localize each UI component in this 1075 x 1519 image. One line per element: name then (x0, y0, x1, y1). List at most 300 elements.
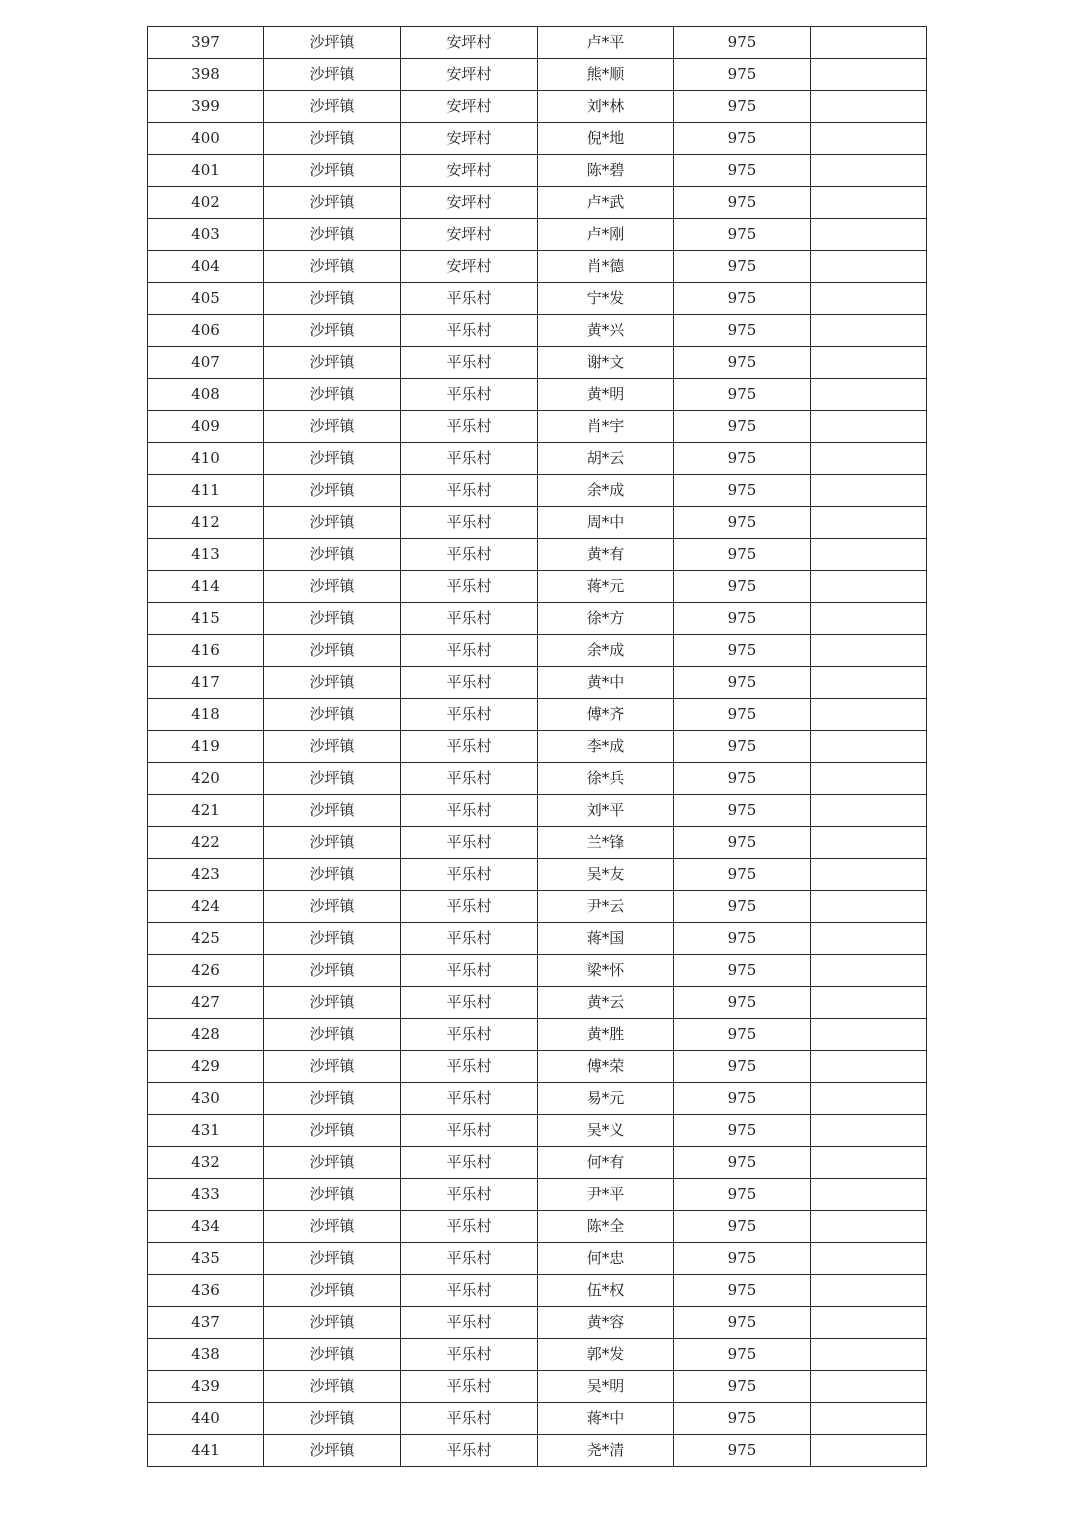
village-cell: 平乐村 (401, 987, 538, 1019)
amount-cell: 975 (674, 187, 811, 219)
village-cell: 平乐村 (401, 1243, 538, 1275)
table-row (148, 699, 927, 731)
name-cell: 兰*锋 (538, 827, 674, 859)
serial-number-cell: 425 (148, 923, 264, 955)
name-cell: 刘*平 (538, 795, 674, 827)
serial-number-cell: 441 (148, 1435, 264, 1467)
serial-number-cell: 428 (148, 1019, 264, 1051)
amount-cell: 975 (674, 987, 811, 1019)
village-cell: 平乐村 (401, 1019, 538, 1051)
village-cell: 安坪村 (401, 59, 538, 91)
table-row (148, 571, 927, 603)
amount-cell: 975 (674, 475, 811, 507)
serial-number-cell: 431 (148, 1115, 264, 1147)
serial-number-cell: 408 (148, 379, 264, 411)
town-cell: 沙坪镇 (264, 731, 401, 763)
town-cell: 沙坪镇 (264, 859, 401, 891)
name-cell: 熊*顺 (538, 59, 674, 91)
town-cell: 沙坪镇 (264, 667, 401, 699)
village-cell: 平乐村 (401, 1403, 538, 1435)
remark-cell (811, 795, 927, 827)
amount-cell: 975 (674, 91, 811, 123)
name-cell: 蒋*中 (538, 1403, 674, 1435)
village-cell: 平乐村 (401, 699, 538, 731)
name-cell: 黄*兴 (538, 315, 674, 347)
amount-cell: 975 (674, 1211, 811, 1243)
town-cell: 沙坪镇 (264, 635, 401, 667)
serial-number-cell: 423 (148, 859, 264, 891)
serial-number-cell: 419 (148, 731, 264, 763)
table-row (148, 1435, 927, 1467)
village-cell: 平乐村 (401, 827, 538, 859)
town-cell: 沙坪镇 (264, 219, 401, 251)
village-cell: 平乐村 (401, 507, 538, 539)
serial-number-cell: 415 (148, 603, 264, 635)
name-cell: 黄*云 (538, 987, 674, 1019)
village-cell: 平乐村 (401, 1051, 538, 1083)
name-cell: 倪*地 (538, 123, 674, 155)
name-cell: 吴*友 (538, 859, 674, 891)
name-cell: 余*成 (538, 635, 674, 667)
amount-cell: 975 (674, 699, 811, 731)
amount-cell: 975 (674, 795, 811, 827)
village-cell: 平乐村 (401, 1147, 538, 1179)
table-row (148, 635, 927, 667)
serial-number-cell: 432 (148, 1147, 264, 1179)
table-row (148, 379, 927, 411)
village-cell: 安坪村 (401, 123, 538, 155)
village-cell: 平乐村 (401, 1307, 538, 1339)
table-row (148, 315, 927, 347)
table-row (148, 539, 927, 571)
amount-cell: 975 (674, 27, 811, 59)
table-row (148, 475, 927, 507)
name-cell: 尹*云 (538, 891, 674, 923)
table-row (148, 1083, 927, 1115)
village-cell: 平乐村 (401, 667, 538, 699)
serial-number-cell: 398 (148, 59, 264, 91)
town-cell: 沙坪镇 (264, 891, 401, 923)
amount-cell: 975 (674, 411, 811, 443)
amount-cell: 975 (674, 827, 811, 859)
village-cell: 平乐村 (401, 763, 538, 795)
name-cell: 伍*权 (538, 1275, 674, 1307)
name-cell: 易*元 (538, 1083, 674, 1115)
serial-number-cell: 403 (148, 219, 264, 251)
name-cell: 卢*武 (538, 187, 674, 219)
remark-cell (811, 219, 927, 251)
amount-cell: 975 (674, 603, 811, 635)
serial-number-cell: 407 (148, 347, 264, 379)
village-cell: 平乐村 (401, 571, 538, 603)
village-cell: 安坪村 (401, 219, 538, 251)
town-cell: 沙坪镇 (264, 475, 401, 507)
roster-table (147, 26, 927, 1467)
town-cell: 沙坪镇 (264, 987, 401, 1019)
village-cell: 平乐村 (401, 1339, 538, 1371)
table-row (148, 1403, 927, 1435)
town-cell: 沙坪镇 (264, 1339, 401, 1371)
table-row (148, 283, 927, 315)
amount-cell: 975 (674, 155, 811, 187)
town-cell: 沙坪镇 (264, 603, 401, 635)
remark-cell (811, 155, 927, 187)
town-cell: 沙坪镇 (264, 795, 401, 827)
village-cell: 安坪村 (401, 251, 538, 283)
amount-cell: 975 (674, 219, 811, 251)
town-cell: 沙坪镇 (264, 1083, 401, 1115)
name-cell: 何*忠 (538, 1243, 674, 1275)
serial-number-cell: 438 (148, 1339, 264, 1371)
table-row (148, 827, 927, 859)
remark-cell (811, 1051, 927, 1083)
name-cell: 余*成 (538, 475, 674, 507)
serial-number-cell: 411 (148, 475, 264, 507)
town-cell: 沙坪镇 (264, 187, 401, 219)
name-cell: 黄*胜 (538, 1019, 674, 1051)
serial-number-cell: 440 (148, 1403, 264, 1435)
town-cell: 沙坪镇 (264, 1403, 401, 1435)
remark-cell (811, 187, 927, 219)
amount-cell: 975 (674, 571, 811, 603)
town-cell: 沙坪镇 (264, 315, 401, 347)
village-cell: 平乐村 (401, 315, 538, 347)
table-row (148, 859, 927, 891)
village-cell: 平乐村 (401, 955, 538, 987)
amount-cell: 975 (674, 667, 811, 699)
amount-cell: 975 (674, 955, 811, 987)
town-cell: 沙坪镇 (264, 923, 401, 955)
name-cell: 尧*清 (538, 1435, 674, 1467)
remark-cell (811, 347, 927, 379)
village-cell: 平乐村 (401, 1275, 538, 1307)
amount-cell: 975 (674, 379, 811, 411)
remark-cell (811, 411, 927, 443)
name-cell: 蒋*国 (538, 923, 674, 955)
amount-cell: 975 (674, 251, 811, 283)
name-cell: 宁*发 (538, 283, 674, 315)
serial-number-cell: 400 (148, 123, 264, 155)
table-row (148, 731, 927, 763)
town-cell: 沙坪镇 (264, 507, 401, 539)
village-cell: 平乐村 (401, 635, 538, 667)
table-row (148, 1019, 927, 1051)
town-cell: 沙坪镇 (264, 91, 401, 123)
serial-number-cell: 439 (148, 1371, 264, 1403)
table-row (148, 59, 927, 91)
town-cell: 沙坪镇 (264, 1371, 401, 1403)
amount-cell: 975 (674, 1083, 811, 1115)
village-cell: 平乐村 (401, 411, 538, 443)
name-cell: 傅*荣 (538, 1051, 674, 1083)
table-row (148, 411, 927, 443)
village-cell: 平乐村 (401, 347, 538, 379)
town-cell: 沙坪镇 (264, 443, 401, 475)
remark-cell (811, 1179, 927, 1211)
serial-number-cell: 424 (148, 891, 264, 923)
remark-cell (811, 827, 927, 859)
table-row (148, 27, 927, 59)
table-row (148, 795, 927, 827)
amount-cell: 975 (674, 1307, 811, 1339)
serial-number-cell: 416 (148, 635, 264, 667)
table-row (148, 763, 927, 795)
amount-cell: 975 (674, 1019, 811, 1051)
table-row (148, 123, 927, 155)
village-cell: 平乐村 (401, 283, 538, 315)
town-cell: 沙坪镇 (264, 59, 401, 91)
amount-cell: 975 (674, 1179, 811, 1211)
town-cell: 沙坪镇 (264, 1115, 401, 1147)
remark-cell (811, 1307, 927, 1339)
town-cell: 沙坪镇 (264, 1147, 401, 1179)
amount-cell: 975 (674, 1243, 811, 1275)
table-row (148, 1179, 927, 1211)
remark-cell (811, 955, 927, 987)
table-row (148, 1147, 927, 1179)
town-cell: 沙坪镇 (264, 1243, 401, 1275)
town-cell: 沙坪镇 (264, 1307, 401, 1339)
name-cell: 尹*平 (538, 1179, 674, 1211)
remark-cell (811, 1339, 927, 1371)
roster-body (148, 27, 927, 1467)
amount-cell: 975 (674, 731, 811, 763)
name-cell: 刘*林 (538, 91, 674, 123)
town-cell: 沙坪镇 (264, 1211, 401, 1243)
name-cell: 周*中 (538, 507, 674, 539)
village-cell: 平乐村 (401, 1371, 538, 1403)
town-cell: 沙坪镇 (264, 955, 401, 987)
serial-number-cell: 434 (148, 1211, 264, 1243)
town-cell: 沙坪镇 (264, 1179, 401, 1211)
village-cell: 平乐村 (401, 1115, 538, 1147)
village-cell: 平乐村 (401, 1435, 538, 1467)
remark-cell (811, 1275, 927, 1307)
name-cell: 卢*平 (538, 27, 674, 59)
serial-number-cell: 430 (148, 1083, 264, 1115)
table-row (148, 1243, 927, 1275)
town-cell: 沙坪镇 (264, 1051, 401, 1083)
name-cell: 郭*发 (538, 1339, 674, 1371)
remark-cell (811, 763, 927, 795)
amount-cell: 975 (674, 859, 811, 891)
amount-cell: 975 (674, 1403, 811, 1435)
table-row (148, 955, 927, 987)
remark-cell (811, 635, 927, 667)
remark-cell (811, 1243, 927, 1275)
town-cell: 沙坪镇 (264, 379, 401, 411)
remark-cell (811, 443, 927, 475)
name-cell: 胡*云 (538, 443, 674, 475)
table-row (148, 1307, 927, 1339)
serial-number-cell: 418 (148, 699, 264, 731)
serial-number-cell: 433 (148, 1179, 264, 1211)
name-cell: 徐*方 (538, 603, 674, 635)
serial-number-cell: 429 (148, 1051, 264, 1083)
serial-number-cell: 405 (148, 283, 264, 315)
serial-number-cell: 399 (148, 91, 264, 123)
serial-number-cell: 413 (148, 539, 264, 571)
table-row (148, 923, 927, 955)
remark-cell (811, 379, 927, 411)
table-row (148, 1275, 927, 1307)
remark-cell (811, 27, 927, 59)
village-cell: 平乐村 (401, 891, 538, 923)
town-cell: 沙坪镇 (264, 1275, 401, 1307)
town-cell: 沙坪镇 (264, 27, 401, 59)
name-cell: 傅*齐 (538, 699, 674, 731)
serial-number-cell: 409 (148, 411, 264, 443)
village-cell: 平乐村 (401, 731, 538, 763)
amount-cell: 975 (674, 923, 811, 955)
serial-number-cell: 404 (148, 251, 264, 283)
amount-cell: 975 (674, 1371, 811, 1403)
table-row (148, 1371, 927, 1403)
town-cell: 沙坪镇 (264, 539, 401, 571)
remark-cell (811, 987, 927, 1019)
serial-number-cell: 401 (148, 155, 264, 187)
remark-cell (811, 923, 927, 955)
village-cell: 安坪村 (401, 27, 538, 59)
village-cell: 安坪村 (401, 155, 538, 187)
remark-cell (811, 1403, 927, 1435)
town-cell: 沙坪镇 (264, 1019, 401, 1051)
name-cell: 吴*义 (538, 1115, 674, 1147)
table-row (148, 1211, 927, 1243)
name-cell: 李*成 (538, 731, 674, 763)
remark-cell (811, 91, 927, 123)
amount-cell: 975 (674, 443, 811, 475)
name-cell: 吴*明 (538, 1371, 674, 1403)
name-cell: 陈*碧 (538, 155, 674, 187)
serial-number-cell: 414 (148, 571, 264, 603)
village-cell: 平乐村 (401, 475, 538, 507)
village-cell: 平乐村 (401, 795, 538, 827)
remark-cell (811, 315, 927, 347)
remark-cell (811, 891, 927, 923)
amount-cell: 975 (674, 123, 811, 155)
amount-cell: 975 (674, 1339, 811, 1371)
serial-number-cell: 421 (148, 795, 264, 827)
name-cell: 蒋*元 (538, 571, 674, 603)
amount-cell: 975 (674, 1051, 811, 1083)
remark-cell (811, 59, 927, 91)
table-row (148, 219, 927, 251)
village-cell: 安坪村 (401, 91, 538, 123)
remark-cell (811, 539, 927, 571)
serial-number-cell: 435 (148, 1243, 264, 1275)
name-cell: 黄*中 (538, 667, 674, 699)
town-cell: 沙坪镇 (264, 411, 401, 443)
amount-cell: 975 (674, 283, 811, 315)
amount-cell: 975 (674, 539, 811, 571)
table-row (148, 603, 927, 635)
serial-number-cell: 417 (148, 667, 264, 699)
amount-cell: 975 (674, 507, 811, 539)
serial-number-cell: 427 (148, 987, 264, 1019)
amount-cell: 975 (674, 59, 811, 91)
name-cell: 何*有 (538, 1147, 674, 1179)
remark-cell (811, 1019, 927, 1051)
name-cell: 陈*全 (538, 1211, 674, 1243)
name-cell: 梁*怀 (538, 955, 674, 987)
village-cell: 平乐村 (401, 859, 538, 891)
table-row (148, 443, 927, 475)
village-cell: 平乐村 (401, 1083, 538, 1115)
remark-cell (811, 571, 927, 603)
village-cell: 平乐村 (401, 379, 538, 411)
serial-number-cell: 412 (148, 507, 264, 539)
table-row (148, 987, 927, 1019)
name-cell: 黄*明 (538, 379, 674, 411)
table-row (148, 891, 927, 923)
village-cell: 平乐村 (401, 923, 538, 955)
village-cell: 平乐村 (401, 539, 538, 571)
table-row (148, 1115, 927, 1147)
remark-cell (811, 1083, 927, 1115)
remark-cell (811, 507, 927, 539)
serial-number-cell: 406 (148, 315, 264, 347)
table-row (148, 1051, 927, 1083)
amount-cell: 975 (674, 635, 811, 667)
serial-number-cell: 397 (148, 27, 264, 59)
amount-cell: 975 (674, 1275, 811, 1307)
table-row (148, 251, 927, 283)
table-row (148, 187, 927, 219)
town-cell: 沙坪镇 (264, 251, 401, 283)
remark-cell (811, 603, 927, 635)
town-cell: 沙坪镇 (264, 123, 401, 155)
town-cell: 沙坪镇 (264, 1435, 401, 1467)
village-cell: 平乐村 (401, 1211, 538, 1243)
town-cell: 沙坪镇 (264, 155, 401, 187)
remark-cell (811, 283, 927, 315)
remark-cell (811, 1211, 927, 1243)
table-row (148, 667, 927, 699)
village-cell: 平乐村 (401, 603, 538, 635)
amount-cell: 975 (674, 1435, 811, 1467)
serial-number-cell: 420 (148, 763, 264, 795)
remark-cell (811, 475, 927, 507)
village-cell: 平乐村 (401, 1179, 538, 1211)
amount-cell: 975 (674, 1147, 811, 1179)
name-cell: 黄*容 (538, 1307, 674, 1339)
remark-cell (811, 699, 927, 731)
remark-cell (811, 123, 927, 155)
serial-number-cell: 426 (148, 955, 264, 987)
remark-cell (811, 1435, 927, 1467)
remark-cell (811, 859, 927, 891)
village-cell: 平乐村 (401, 443, 538, 475)
remark-cell (811, 667, 927, 699)
table-row (148, 1339, 927, 1371)
serial-number-cell: 410 (148, 443, 264, 475)
amount-cell: 975 (674, 347, 811, 379)
serial-number-cell: 402 (148, 187, 264, 219)
town-cell: 沙坪镇 (264, 827, 401, 859)
remark-cell (811, 1371, 927, 1403)
village-cell: 安坪村 (401, 187, 538, 219)
table-row (148, 91, 927, 123)
name-cell: 卢*刚 (538, 219, 674, 251)
town-cell: 沙坪镇 (264, 699, 401, 731)
amount-cell: 975 (674, 1115, 811, 1147)
town-cell: 沙坪镇 (264, 283, 401, 315)
amount-cell: 975 (674, 763, 811, 795)
amount-cell: 975 (674, 315, 811, 347)
remark-cell (811, 1115, 927, 1147)
town-cell: 沙坪镇 (264, 763, 401, 795)
